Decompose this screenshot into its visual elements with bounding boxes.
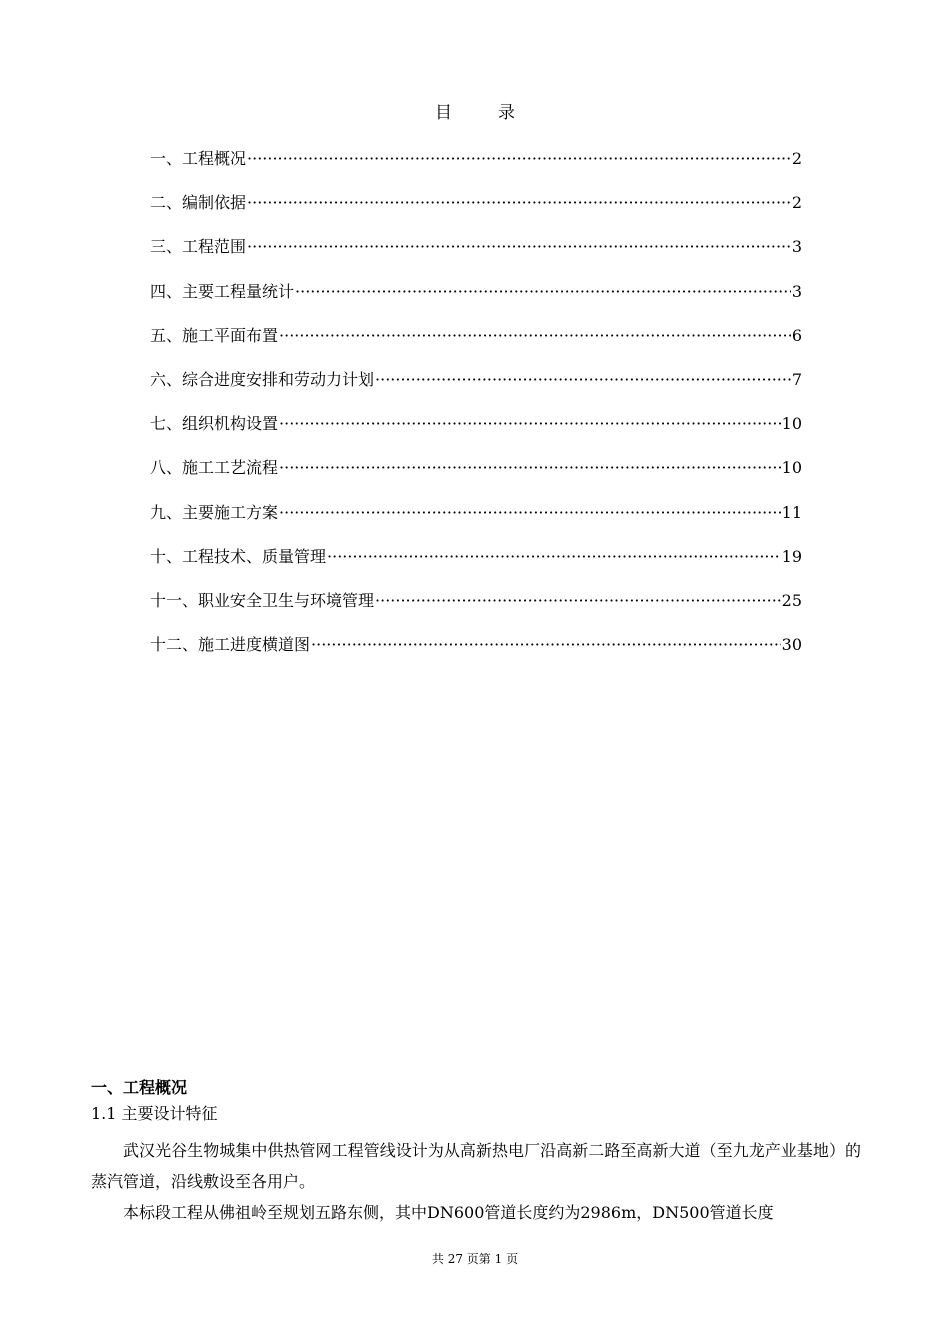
body-paragraph: 本标段工程从佛祖岭至规划五路东侧，其中DN600管道长度约为2986m，DN500管道长度 — [123, 1203, 774, 1222]
toc-entry[interactable] — [150, 234, 802, 278]
toc-entry-label: 四、主要工程量统计 — [150, 281, 295, 301]
toc-entry[interactable] — [150, 632, 802, 676]
section-heading: 一、工程概况 — [91, 1078, 188, 1097]
toc-entry-label: 十二、施工进度横道图 — [150, 635, 311, 655]
toc-title-right: 录 — [498, 103, 515, 123]
toc-entry-label: 九、主要施工方案 — [150, 502, 279, 522]
toc-leader-dots — [279, 323, 791, 349]
toc-entry-page: 19 — [781, 546, 802, 566]
toc-entry-label: 十一、职业安全卫生与环境管理 — [150, 590, 375, 610]
toc-entry-page: 2 — [791, 193, 802, 213]
toc-leader-dots — [279, 500, 781, 526]
section-body — [91, 1135, 861, 1228]
toc-entry-page: 10 — [781, 414, 802, 434]
toc-leader-dots — [327, 544, 781, 570]
toc-entry-label: 二、编制依据 — [150, 193, 247, 213]
body-paragraph: 武汉光谷生物城集中供热管网工程管线设计为从高新热电厂沿高新二路至高新大道（至九龙产业基地）的蒸汽管道，沿线敷设至各用户。 — [91, 1141, 861, 1191]
toc-entry-page: 7 — [791, 369, 802, 389]
toc-entry-page: 11 — [781, 502, 802, 522]
toc-leader-dots — [279, 455, 781, 481]
page-footer: 共 27 页第 1 页 — [431, 1252, 519, 1266]
toc-entry-page: 3 — [791, 237, 802, 257]
toc-leader-dots — [247, 190, 791, 216]
toc-entry[interactable] — [150, 146, 802, 190]
toc-entry[interactable] — [150, 279, 802, 323]
toc-entry-page: 2 — [791, 149, 802, 168]
toc-entry-label: 六、综合进度安排和劳动力计划 — [150, 369, 375, 389]
toc-entry[interactable] — [150, 411, 802, 455]
toc-entry-page: 3 — [791, 281, 802, 301]
toc-entry[interactable] — [150, 544, 802, 588]
toc-entry-label: 七、组织机构设置 — [150, 414, 279, 434]
toc-leader-dots — [295, 279, 791, 305]
toc-entry-label: 三、工程范围 — [150, 237, 247, 257]
toc-title-left: 目 — [435, 103, 452, 123]
toc-leader-dots — [247, 234, 791, 260]
toc-entry-page: 25 — [781, 590, 802, 610]
toc-list — [150, 146, 802, 676]
toc-entry-label: 一、工程概况 — [150, 149, 247, 168]
toc-entry[interactable] — [150, 500, 802, 544]
toc-entry-page: 30 — [781, 635, 802, 655]
toc-leader-dots — [311, 632, 781, 658]
toc-entry-page: 6 — [791, 325, 802, 345]
toc-entry[interactable] — [150, 323, 802, 367]
toc-entry[interactable] — [150, 455, 802, 499]
toc-leader-dots — [375, 588, 781, 614]
toc-entry-label: 十、工程技术、质量管理 — [150, 546, 327, 566]
toc-entry[interactable] — [150, 190, 802, 234]
toc-leader-dots — [247, 146, 791, 172]
toc-entry-page: 10 — [781, 458, 802, 478]
toc-entry-label: 八、施工工艺流程 — [150, 458, 279, 478]
toc-entry[interactable] — [150, 367, 802, 411]
section-subheading: 1.1 主要设计特征 — [91, 1104, 218, 1123]
toc-entry[interactable] — [150, 588, 802, 632]
toc-leader-dots — [279, 411, 781, 437]
toc-title — [0, 98, 950, 123]
toc-leader-dots — [375, 367, 791, 393]
toc-entry-label: 五、施工平面布置 — [150, 325, 279, 345]
